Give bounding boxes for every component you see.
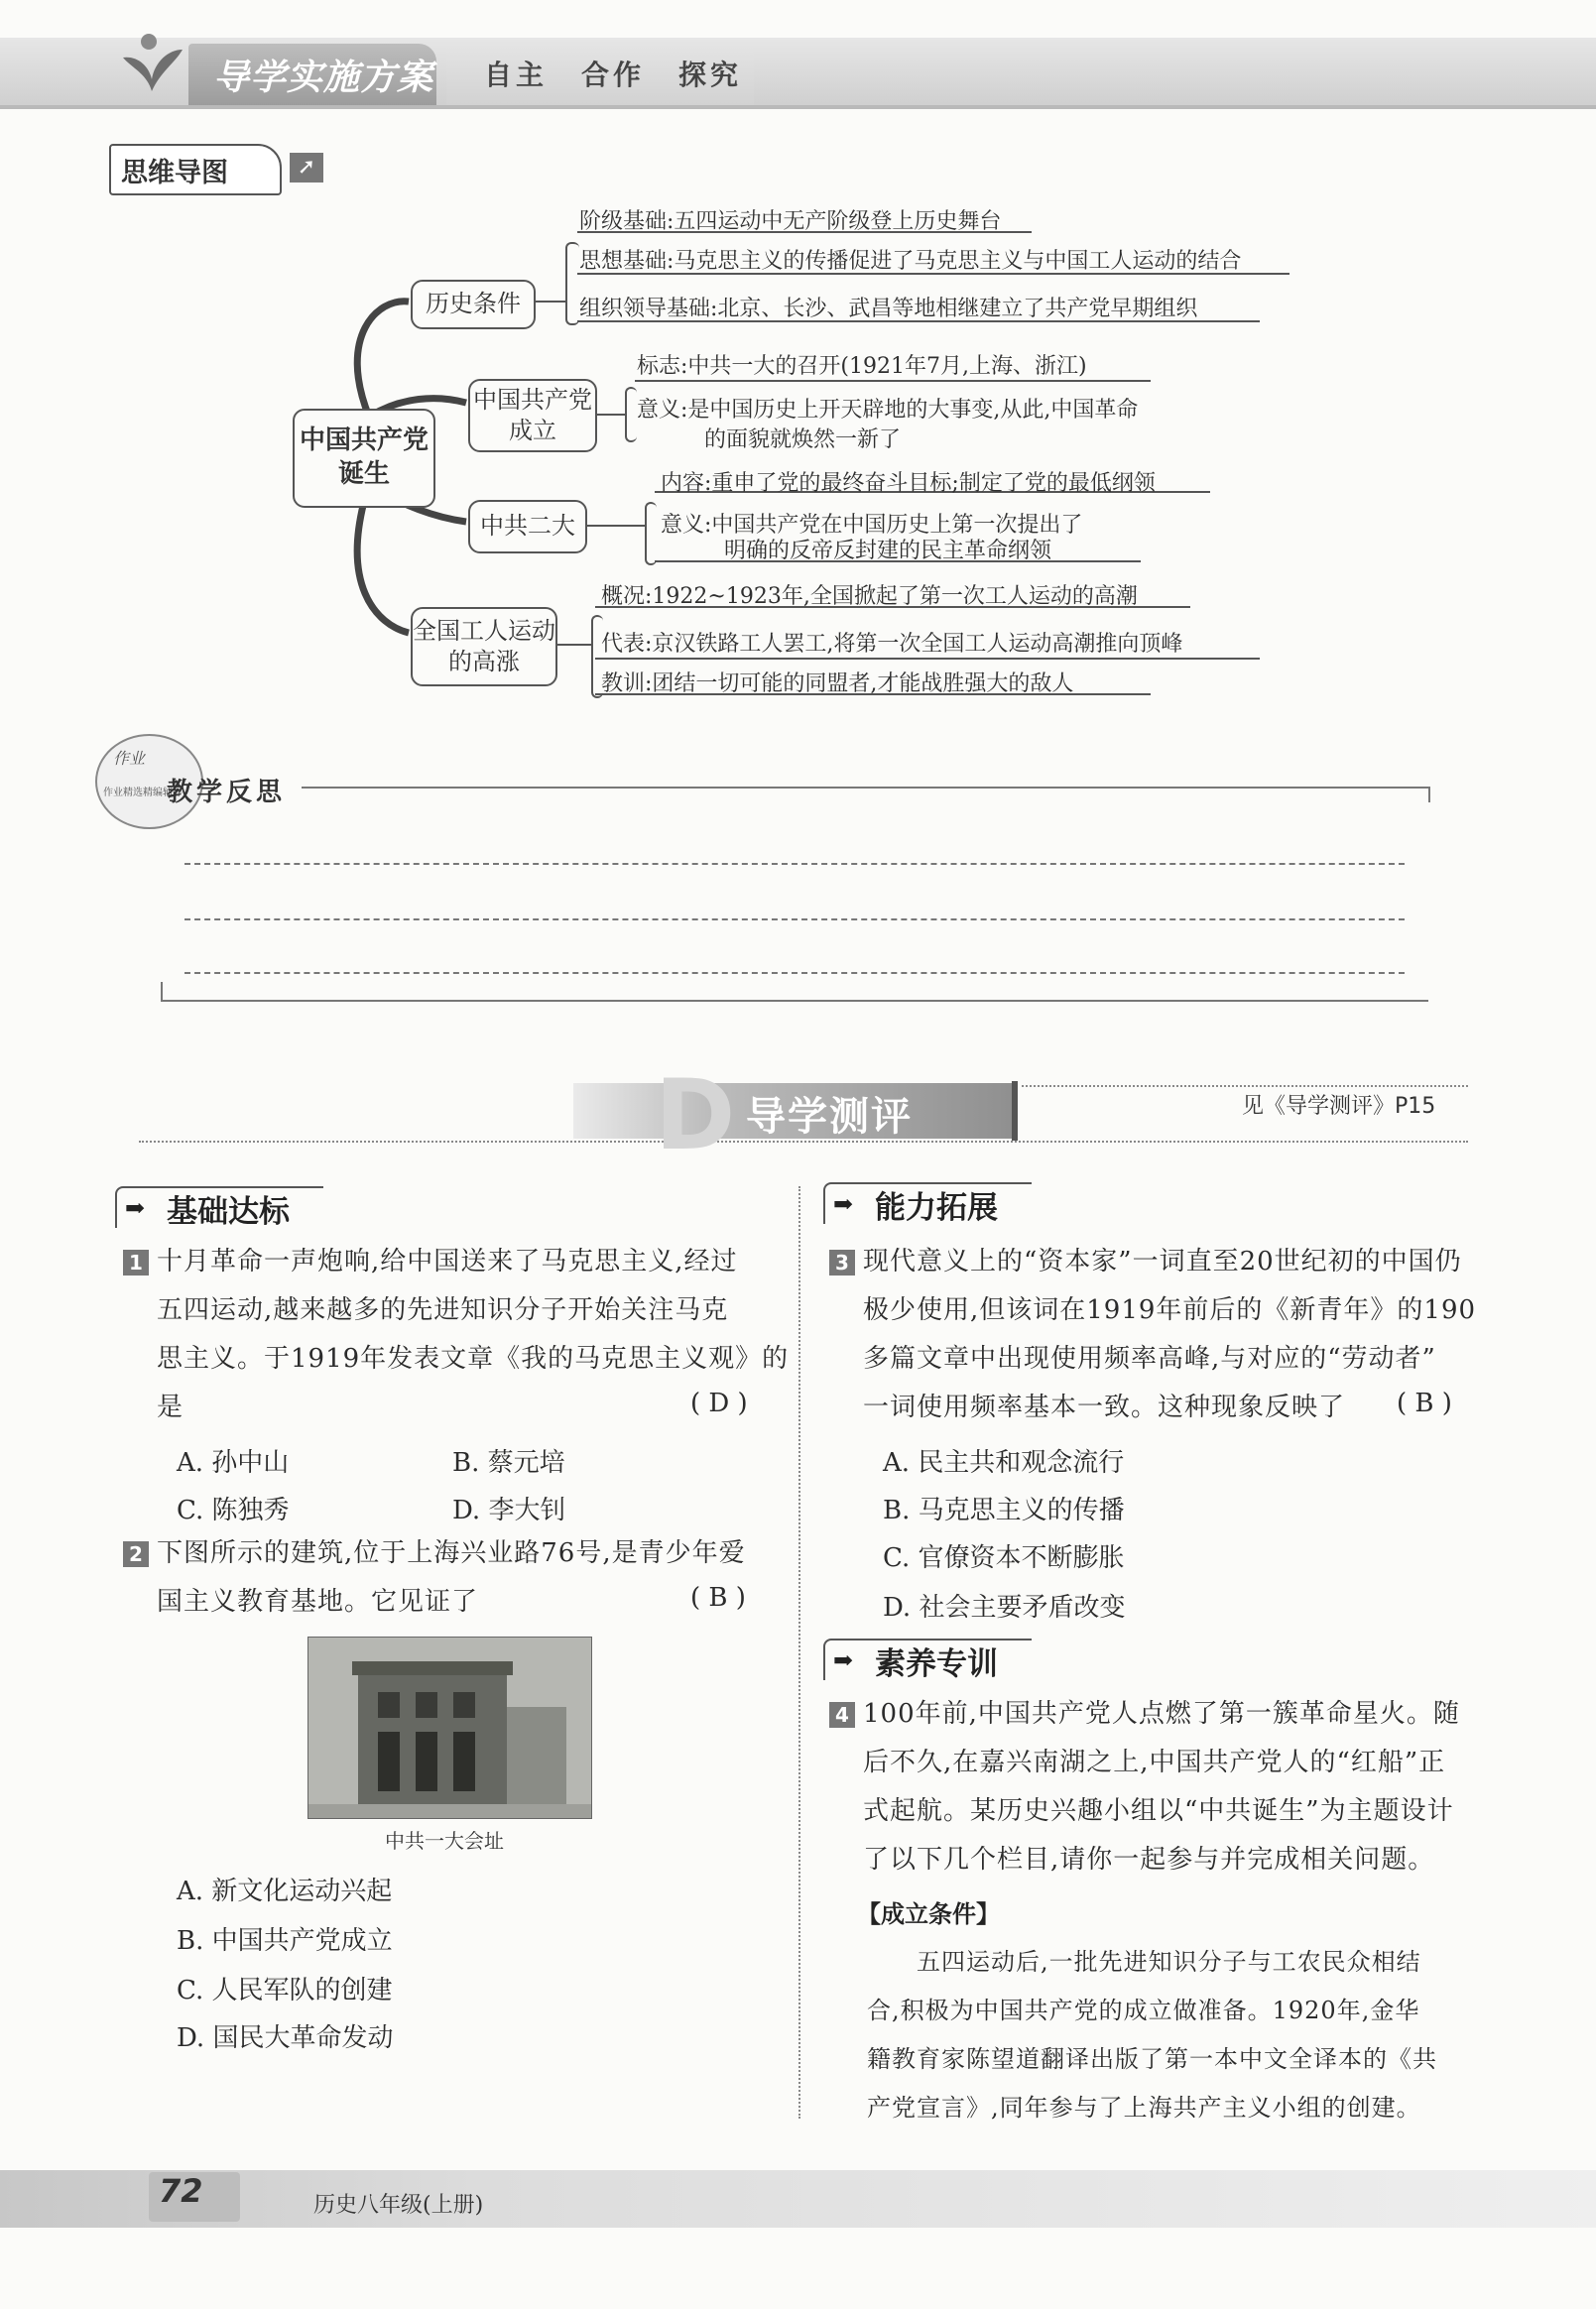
- arrow-right-icon: ➡: [125, 1194, 146, 1222]
- leaf-text: 内容:重申了党的最终奋斗目标;制定了党的最低纲领: [661, 471, 1156, 496]
- page-number: 72: [159, 2172, 203, 2210]
- arrow-right-icon: ➡: [833, 1646, 854, 1674]
- leaf-text: 概况:1922~1923年,全国掀起了第一次工人运动的高潮: [601, 584, 1138, 609]
- answer: ( B ): [690, 1583, 746, 1613]
- nav-item: 自主: [484, 59, 549, 91]
- leaf-text: 明确的反帝反封建的民主革命纲领: [724, 539, 1052, 563]
- arrow-icon: ➚: [290, 153, 323, 182]
- reflection-line[interactable]: [184, 972, 1405, 974]
- subsection-title: 【成立条件】: [857, 1900, 1000, 1928]
- question-line: 十月革命一声炮响,给中国送来了马克思主义,经过: [157, 1247, 738, 1276]
- question-line: 是: [157, 1393, 184, 1422]
- leaf-text: 标志:中共一大的召开(1921年7月,上海、浙江): [637, 354, 1087, 379]
- mindmap-root: 中国共产党诞生: [293, 409, 435, 508]
- reflection-rule-start: [161, 982, 163, 1000]
- reflection-rule-end: [1428, 787, 1430, 802]
- question-number: 3: [829, 1250, 855, 1276]
- question-line: 下图所示的建筑,位于上海兴业路76号,是青少年爱: [157, 1538, 746, 1568]
- branch-second-congress: 中共二大: [468, 500, 587, 553]
- section-title: 导学测评: [746, 1094, 913, 1140]
- reflection-title: 教学反思: [167, 778, 287, 807]
- option: B. 中国共产党成立: [177, 1926, 393, 1956]
- arrow-right-icon: ➡: [833, 1190, 854, 1218]
- question-line: 思主义。于1919年发表文章《我的马克思主义观》的: [157, 1344, 790, 1374]
- option: A. 孙中山: [177, 1448, 290, 1478]
- badge-sub: 作业精选精编辅导: [103, 788, 183, 798]
- left-header: 基础达标: [167, 1194, 290, 1230]
- leaf-text: 思想基础:马克思主义的传播促进了马克思主义与中国工人运动的结合: [579, 249, 1242, 274]
- option: C. 人民军队的创建: [177, 1976, 393, 2005]
- section-letter: D: [655, 1059, 736, 1172]
- leaf-text: 组织领导基础:北京、长沙、武昌等地相继建立了共产党早期组织: [579, 297, 1198, 321]
- option: D. 李大钊: [452, 1496, 566, 1525]
- option: B. 马克思主义的传播: [883, 1496, 1125, 1525]
- leaf-text: 阶级基础:五四运动中无产阶级登上历史舞台: [579, 209, 1002, 234]
- question-line: 后不久,在嘉兴南湖之上,中国共产党人的“红船”正: [863, 1748, 1446, 1777]
- section-ref-rule: [1022, 1085, 1468, 1087]
- branch-founding: 中国共产党成立: [468, 379, 597, 452]
- right-header: 能力拓展: [875, 1190, 998, 1226]
- column-divider: [798, 1186, 800, 2119]
- question-number: 1: [123, 1250, 149, 1276]
- option: A. 新文化运动兴起: [177, 1877, 393, 1906]
- answer: ( D ): [690, 1389, 748, 1418]
- badge-label: 作业: [113, 749, 146, 768]
- reflection-bottom-rule: [161, 1000, 1428, 1002]
- option: D. 国民大革命发动: [177, 2023, 394, 2053]
- leaf-text: 的面貌就焕然一新了: [704, 427, 902, 452]
- paragraph-line: 合,积极为中国共产党的成立做准备。1920年,金华: [867, 1997, 1420, 2024]
- question-line: 五四运动,越来越多的先进知识分子开始关注马克: [157, 1295, 729, 1325]
- branch-history: 历史条件: [411, 280, 536, 329]
- option: A. 民主共和观念流行: [883, 1448, 1125, 1478]
- question-line: 式起航。某历史兴趣小组以“中共诞生”为主题设计: [863, 1796, 1454, 1826]
- section-reference: 见《导学测评》P15: [1242, 1094, 1436, 1119]
- option: C. 官僚资本不断膨胀: [883, 1543, 1125, 1573]
- branch-labor-movement: 全国工人运动的高涨: [411, 607, 557, 686]
- right-header-2: 素养专训: [875, 1646, 998, 1682]
- paragraph-line: 五四运动后,一批先进知识分子与工农民众相结: [917, 1948, 1421, 1976]
- question-line: 极少使用,但该词在1919年前后的《新青年》的190: [863, 1295, 1477, 1325]
- question-number: 2: [123, 1541, 149, 1567]
- question-line: 国主义教育基地。它见证了: [157, 1587, 479, 1617]
- header-title: 导学实施方案: [213, 58, 434, 98]
- question-line: 100年前,中国共产党人点燃了第一簇革命星火。随: [863, 1699, 1460, 1729]
- bracket: [565, 242, 579, 325]
- nav-item: 探究: [678, 59, 743, 91]
- reflection-line[interactable]: [184, 918, 1405, 920]
- nav-item: 合作: [581, 59, 646, 91]
- question-number: 4: [829, 1702, 855, 1728]
- leaf-text: 意义:是中国历史上开天辟地的大事变,从此,中国革命: [637, 398, 1139, 423]
- paragraph-line: 籍教育家陈望道翻译出版了第一本中文全译本的《共: [867, 2045, 1437, 2073]
- photo-caption: 中共一大会址: [385, 1829, 504, 1853]
- bracket: [645, 502, 657, 565]
- question-line: 多篇文章中出现使用频率高峰,与对应的“劳动者”: [863, 1344, 1436, 1374]
- question-line: 了以下几个栏目,请你一起参与并完成相关问题。: [863, 1845, 1435, 1875]
- leaf-text: 意义:中国共产党在中国历史上第一次提出了: [661, 513, 1083, 538]
- answer: ( B ): [1397, 1389, 1452, 1418]
- book-title: 历史八年级(上册): [313, 2193, 484, 2218]
- mindmap-tag: 思维导图: [121, 158, 228, 188]
- option: B. 蔡元培: [452, 1448, 565, 1478]
- leaf-text: 代表:京汉铁路工人罢工,将第一次全国工人运动高潮推向顶峰: [601, 632, 1183, 657]
- question-line: 一词使用频率基本一致。这种现象反映了: [863, 1393, 1346, 1422]
- reflection-top-rule: [302, 787, 1430, 789]
- bracket: [625, 387, 637, 442]
- reflection-line[interactable]: [184, 863, 1405, 865]
- paragraph-line: 产党宣言》,同年参与了上海共产主义小组的创建。: [867, 2094, 1421, 2122]
- section-end-mark: [1012, 1081, 1018, 1141]
- option: D. 社会主要矛盾改变: [883, 1593, 1126, 1623]
- option: C. 陈独秀: [177, 1496, 290, 1525]
- leaf-text: 教训:团结一切可能的同盟者,才能战胜强大的敌人: [601, 671, 1074, 696]
- question-line: 现代意义上的“资本家”一词直至20世纪初的中国仍: [863, 1247, 1462, 1276]
- building-photo: [307, 1637, 592, 1819]
